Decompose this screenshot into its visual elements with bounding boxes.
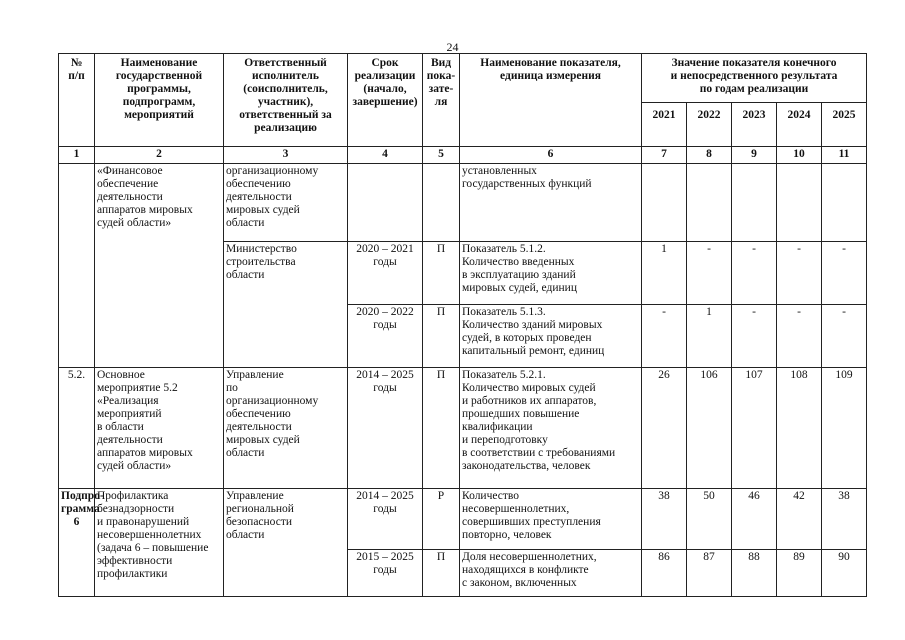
value-cell: -	[777, 305, 822, 368]
table-cell	[777, 164, 822, 242]
value-cell: 1	[642, 242, 687, 305]
table-cell	[642, 164, 687, 242]
value-cell: 26	[642, 368, 687, 489]
value-cell: 106	[687, 368, 732, 489]
executor-cell: Управление региональной безопасности области	[224, 489, 348, 597]
column-number: 5	[423, 147, 460, 164]
indicator-cell: Показатель 5.1.3. Количество зданий мировых судей, в которых проведен капитальный ремонт, единиц	[460, 305, 642, 368]
indicator-cell: Показатель 5.2.1. Количество мировых судей и работников их аппаратов, прошедших повышение квалификации и переподготовку в соответствии с требованиями законодательства, человек	[460, 368, 642, 489]
column-number: 11	[822, 147, 867, 164]
table-cell	[423, 164, 460, 242]
period-cell: 2014 – 2025 годы	[348, 489, 423, 550]
value-cell: -	[642, 305, 687, 368]
table-row	[59, 489, 867, 550]
header-year-2023: 2023	[732, 103, 777, 147]
indicator-type-cell: П	[423, 550, 460, 597]
period-cell: 2020 – 2022 годы	[348, 305, 423, 368]
row-number-cell: 5.2.	[59, 368, 95, 489]
period-cell: 2015 – 2025 годы	[348, 550, 423, 597]
value-cell: -	[822, 305, 867, 368]
column-number: 9	[732, 147, 777, 164]
value-cell: 38	[822, 489, 867, 550]
value-cell: 90	[822, 550, 867, 597]
program-name-cell: Профилактика безнадзорности и правонарушений несовершеннолетних (задача 6 – повышение эффективности профилактики	[95, 489, 224, 597]
column-number: 10	[777, 147, 822, 164]
value-cell: -	[777, 242, 822, 305]
value-cell: 86	[642, 550, 687, 597]
header-year-2025: 2025	[822, 103, 867, 147]
executor-cell: Министерство строительства области	[224, 242, 348, 368]
value-cell: -	[687, 242, 732, 305]
indicators-table	[58, 53, 867, 597]
value-cell: 89	[777, 550, 822, 597]
header-col-program: Наименование государственной программы, подпрограмм, мероприятий	[95, 54, 224, 147]
value-cell: 38	[642, 489, 687, 550]
indicator-cell: Количество несовершеннолетних, совершивших преступления повторно, человек	[460, 489, 642, 550]
indicator-cell: установленных государственных функций	[460, 164, 642, 242]
value-cell: 50	[687, 489, 732, 550]
header-col-indicator-type: Вид пока- зате- ля	[423, 54, 460, 147]
value-cell: 107	[732, 368, 777, 489]
value-cell: 108	[777, 368, 822, 489]
indicator-type-cell: П	[423, 368, 460, 489]
executor-cell: Управление по организационному обеспечению деятельности мировых судей области	[224, 368, 348, 489]
value-cell: 46	[732, 489, 777, 550]
header-col-number: № п/п	[59, 54, 95, 147]
header-row-1	[59, 54, 867, 103]
page-number: 24	[446, 40, 459, 54]
column-number-row	[59, 147, 867, 164]
subprogram-number-cell: Подпро- грамма 6	[59, 489, 95, 597]
table-cell	[348, 164, 423, 242]
value-cell: 87	[687, 550, 732, 597]
program-name-cell: Основное мероприятие 5.2 «Реализация мероприятий в области деятельности аппаратов мировых судей области»	[95, 368, 224, 489]
program-name-cell: «Финансовое обеспечение деятельности аппаратов мировых судей области»	[95, 164, 224, 368]
table-cell	[732, 164, 777, 242]
header-col-values-group: Значение показателя конечного и непосредственного результата по годам реализации	[642, 54, 867, 103]
column-number: 7	[642, 147, 687, 164]
header-year-2022: 2022	[687, 103, 732, 147]
header-year-2021: 2021	[642, 103, 687, 147]
column-number: 2	[95, 147, 224, 164]
column-number: 8	[687, 147, 732, 164]
table-row	[59, 164, 867, 242]
executor-cell: организационному обеспечению деятельности мировых судей области	[224, 164, 348, 242]
indicator-cell: Доля несовершеннолетних, находящихся в конфликте с законом, включенных	[460, 550, 642, 597]
value-cell: 109	[822, 368, 867, 489]
column-number: 4	[348, 147, 423, 164]
header-col-indicator-name: Наименование показателя, единица измерения	[460, 54, 642, 147]
table-cell	[687, 164, 732, 242]
period-cell: 2014 – 2025 годы	[348, 368, 423, 489]
table-cell	[822, 164, 867, 242]
table-cell	[59, 164, 95, 368]
period-cell: 2020 – 2021 годы	[348, 242, 423, 305]
value-cell: -	[822, 242, 867, 305]
header-year-2024: 2024	[777, 103, 822, 147]
value-cell: -	[732, 305, 777, 368]
column-number: 6	[460, 147, 642, 164]
indicator-type-cell: П	[423, 242, 460, 305]
indicator-type-cell: Р	[423, 489, 460, 550]
value-cell: 42	[777, 489, 822, 550]
column-number: 1	[59, 147, 95, 164]
value-cell: -	[732, 242, 777, 305]
indicator-cell: Показатель 5.1.2. Количество введенных в эксплуатацию зданий мировых судей, единиц	[460, 242, 642, 305]
value-cell: 88	[732, 550, 777, 597]
indicator-type-cell: П	[423, 305, 460, 368]
column-number: 3	[224, 147, 348, 164]
header-col-executor: Ответственный исполнитель (соисполнитель, участник), ответственный за реализацию	[224, 54, 348, 147]
header-col-period: Срок реализации (начало, завершение)	[348, 54, 423, 147]
value-cell: 1	[687, 305, 732, 368]
table-row	[59, 368, 867, 489]
